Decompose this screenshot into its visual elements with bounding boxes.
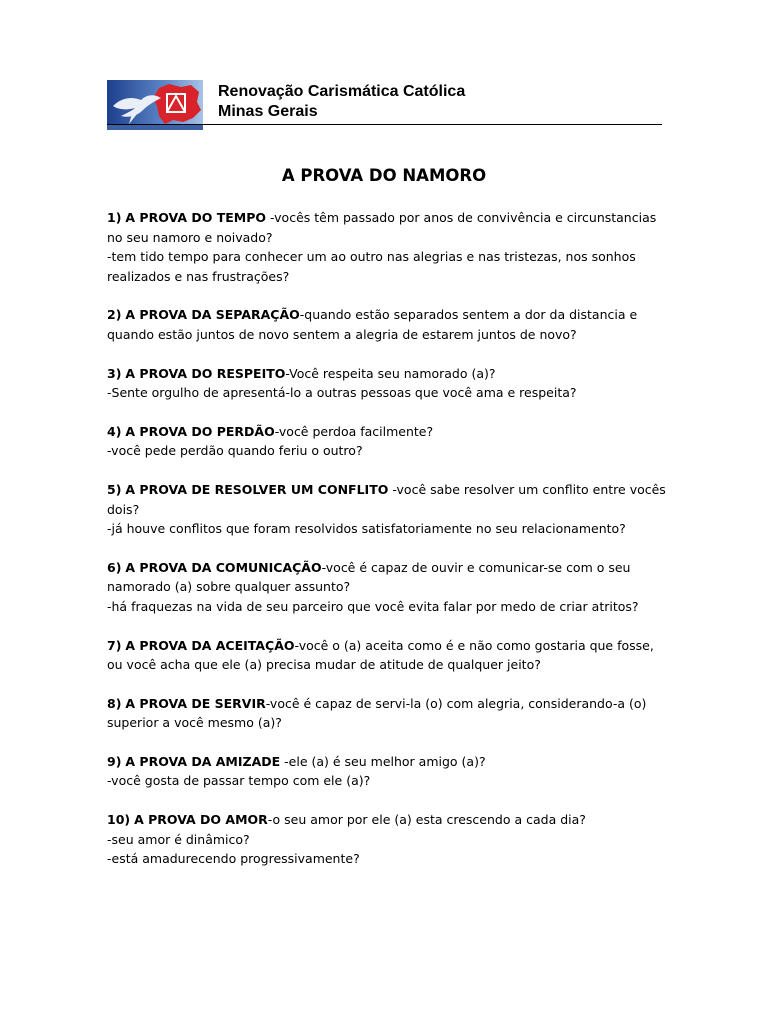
item-question: -já houve conflitos que foram resolvidos satisfatoriamente no seu relacionamento?	[107, 521, 626, 537]
item-number: 1)	[107, 210, 122, 225]
item-number: 8)	[107, 695, 122, 711]
item-heading: A PROVA DO PERDÃO	[125, 423, 275, 439]
item-lead-paragraph	[107, 480, 667, 519]
list-item	[107, 422, 667, 461]
item-number: 2)	[107, 307, 122, 323]
item-heading: A PROVA DA SEPARAÇÃO	[125, 307, 300, 323]
list-item	[107, 208, 667, 286]
item-lead-paragraph	[107, 636, 667, 675]
item-lead-paragraph	[107, 422, 667, 442]
item-text: -você o (a) aceita como é e não como gostaria que fosse, ou você acha que ele (a) precisa mudar de atitude de qualquer jeito?	[107, 637, 654, 673]
item-number: 4)	[107, 423, 122, 439]
item-text: -vocês têm passado por anos de convivência e circunstancias no seu namoro e noivado?	[107, 210, 657, 245]
item-heading: A PROVA DE SERVIR	[125, 695, 266, 711]
item-lead-paragraph	[107, 305, 667, 344]
item-question: -Sente orgulho de apresentá-lo a outras pessoas que você ama e respeita?	[107, 385, 577, 401]
item-heading: A PROVA DA COMUNICAÇÃO	[125, 559, 322, 575]
item-lead-paragraph	[107, 752, 667, 772]
item-heading: A PROVA DO RESPEITO	[125, 365, 286, 381]
list-item	[107, 752, 667, 791]
item-heading: A PROVA DE RESOLVER UM CONFLITO	[125, 481, 389, 497]
list-item	[107, 810, 667, 869]
document-title: A PROVA DO NAMORO	[281, 166, 487, 185]
item-lead-paragraph	[107, 558, 667, 597]
item-number: 9)	[107, 753, 122, 769]
list-item	[107, 305, 667, 344]
rcc-logo	[107, 80, 203, 130]
item-question: -está amadurecendo progressivamente?	[107, 851, 360, 867]
organization-name: Renovação Carismática Católica	[218, 83, 466, 100]
item-heading: A PROVA DO AMOR	[134, 812, 268, 828]
item-lead-paragraph	[107, 208, 667, 247]
item-lead-paragraph	[107, 694, 667, 733]
item-number: 6)	[107, 559, 122, 575]
item-text: -Você respeita seu namorado (a)?	[285, 365, 496, 381]
item-question: -tem tido tempo para conhecer um ao outro nas alegrias e nas tristezas, nos sonhos realizados e nas frustrações?	[107, 249, 636, 284]
list-item	[107, 480, 667, 539]
header-divider	[107, 124, 662, 125]
item-heading: A PROVA DA ACEITAÇÃO	[125, 637, 295, 653]
item-lead-paragraph	[107, 364, 667, 384]
item-list	[107, 208, 667, 888]
item-question: -você pede perdão quando feriu o outro?	[107, 443, 363, 459]
item-question: -há fraquezas na vida de seu parceiro que você evita falar por medo de criar atritos?	[107, 598, 639, 614]
item-number: 10)	[107, 812, 131, 828]
list-item	[107, 364, 667, 403]
item-question: -você gosta de passar tempo com ele (a)?	[107, 773, 371, 789]
item-text: -você é capaz de servi-la (o) com alegria, considerando-a (o) superior a você mesmo (a)?	[107, 695, 647, 731]
list-item	[107, 636, 667, 675]
item-text: -você é capaz de ouvir e comunicar-se com o seu namorado (a) sobre qualquer assunto?	[107, 559, 631, 595]
organization-region: Minas Gerais	[218, 103, 318, 120]
item-text: -você sabe resolver um conflito entre vocês dois?	[107, 481, 666, 517]
item-heading: A PROVA DA AMIZADE	[125, 753, 281, 769]
item-number: 5)	[107, 481, 122, 497]
item-lead-paragraph	[107, 810, 667, 830]
item-text: -quando estão separados sentem a dor da distancia e quando estão juntos de novo sentem a alegria de estarem juntos de novo?	[107, 307, 638, 342]
item-text: -ele (a) é seu melhor amigo (a)?	[280, 753, 486, 769]
item-text: -o seu amor por ele (a) esta crescendo a cada dia?	[267, 812, 586, 828]
item-text: -você perdoa facilmente?	[274, 423, 434, 439]
item-heading: A PROVA DO TEMPO	[125, 210, 267, 225]
item-number: 7)	[107, 637, 122, 653]
item-number: 3)	[107, 365, 122, 381]
list-item	[107, 558, 667, 617]
organization-header	[218, 82, 465, 122]
list-item	[107, 694, 667, 733]
item-question: -seu amor é dinâmico?	[107, 831, 250, 847]
